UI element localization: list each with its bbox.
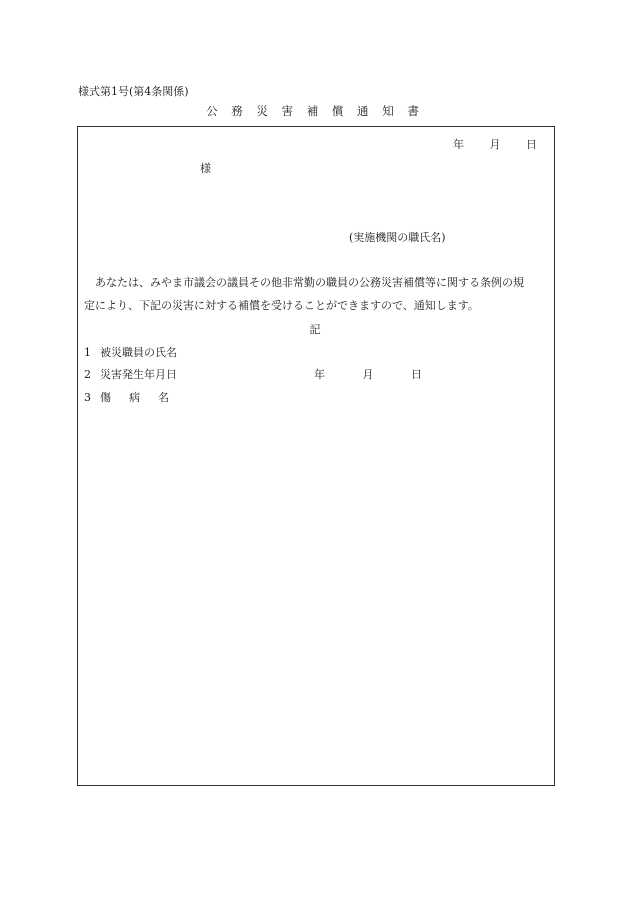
accident-date-fields	[314, 366, 422, 382]
accident-year: 年	[314, 368, 325, 381]
document-title: 公 務 災 害 補 償 通 知 書	[206, 104, 424, 118]
item-label: 災害発生年月日	[100, 368, 177, 381]
item-injured-name	[84, 344, 177, 360]
notice-body	[84, 271, 546, 317]
notice-date	[453, 136, 537, 152]
form-number: 様式第1号(第4条関係)	[78, 85, 189, 98]
issuer-name: (実施機関の職氏名)	[349, 231, 446, 244]
item-number: 1	[84, 346, 91, 359]
notice-body-line-2: 定により、下記の災害に対する補償を受けることができますので、通知します。	[84, 299, 479, 312]
addressee-suffix: 様	[200, 162, 211, 175]
item-injury-name	[84, 389, 187, 405]
notice-body-line-1: あなたは、みやま市議会の議員その他非常勤の職員の公務災害補償等に関する条例の規	[95, 276, 524, 289]
item-accident-date	[84, 366, 177, 382]
accident-month: 月	[362, 368, 374, 381]
item-label-char: 傷	[100, 391, 111, 404]
item-label-char: 病	[129, 391, 140, 404]
date-month: 月	[489, 138, 501, 151]
item-number: 3	[84, 391, 91, 404]
date-year: 年	[453, 138, 464, 151]
item-label: 被災職員の氏名	[100, 346, 177, 359]
accident-day: 日	[411, 368, 422, 381]
item-number: 2	[84, 368, 91, 381]
ki-heading: 記	[309, 323, 321, 336]
notice-frame	[77, 126, 555, 786]
item-label-char: 名	[158, 391, 169, 404]
date-day: 日	[526, 138, 537, 151]
